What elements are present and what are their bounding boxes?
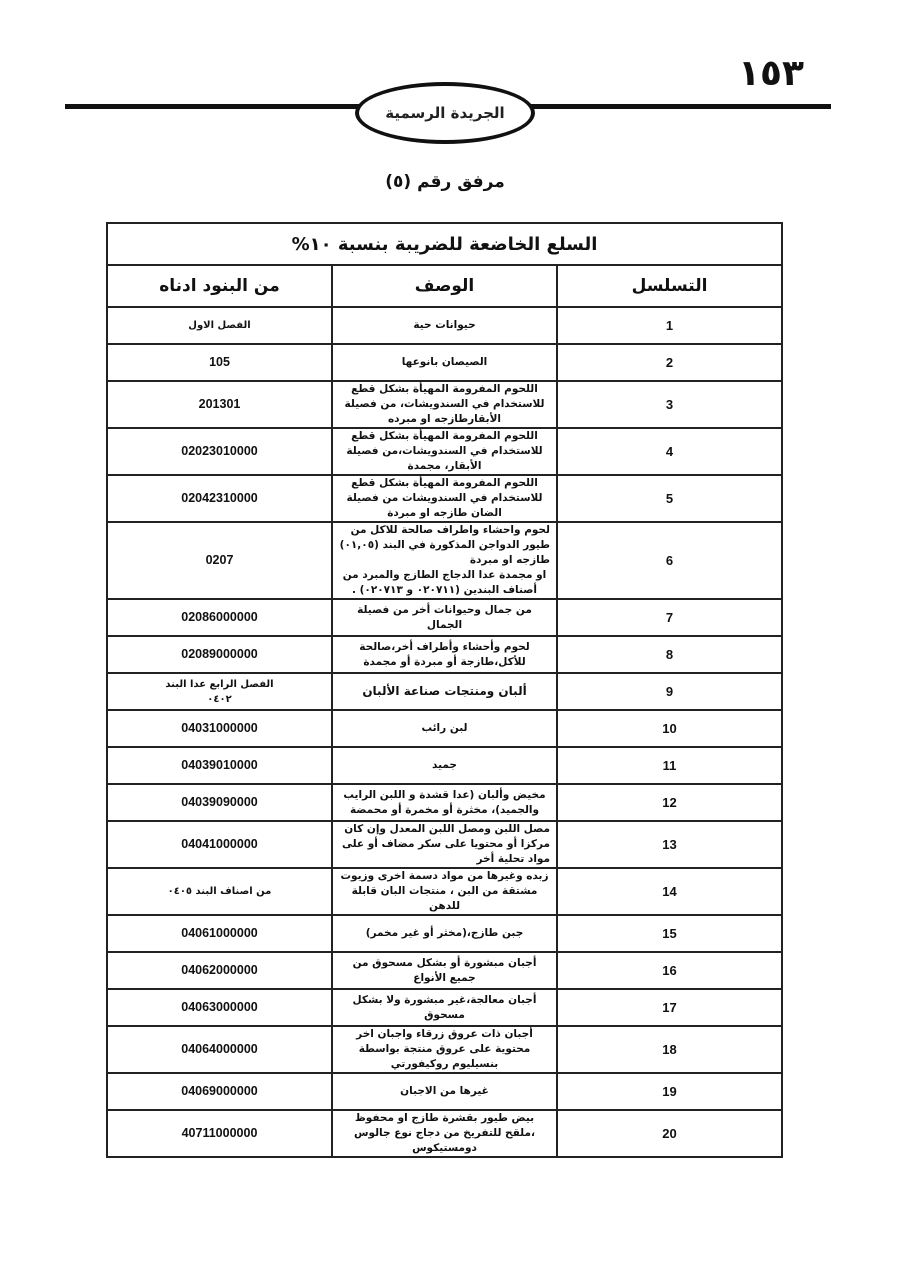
table-row bbox=[107, 989, 782, 1026]
description-cell: أجبان معالجة،غير مبشورة ولا بشكل مسحوق bbox=[332, 989, 557, 1026]
description-cell: ألبان ومنتجات صناعة الألبان bbox=[332, 673, 557, 710]
description-cell: لبن رائب bbox=[332, 710, 557, 747]
table-row bbox=[107, 747, 782, 784]
table-row bbox=[107, 868, 782, 915]
serial-cell: 5 bbox=[557, 475, 782, 522]
table-row bbox=[107, 821, 782, 868]
serial-cell: 11 bbox=[557, 747, 782, 784]
description-cell: الصيصان بانوعها bbox=[332, 344, 557, 381]
serial-cell: 10 bbox=[557, 710, 782, 747]
serial-cell: 12 bbox=[557, 784, 782, 821]
table-row bbox=[107, 1073, 782, 1110]
description-line: او مجمدة عدا الدجاج الطازج والمبرد من أصناف البندين (٠٢٠٧١١ و ٠٢٠٧١٣) . bbox=[342, 569, 547, 596]
table-row bbox=[107, 344, 782, 381]
description-cell: من جمال وحيوانات أخر من فصيلة الجمال bbox=[332, 599, 557, 636]
table-row bbox=[107, 784, 782, 821]
table-title: السلع الخاضعة للضريبة بنسبة ١٠% bbox=[107, 223, 782, 265]
code-cell: 02023010000 bbox=[107, 428, 332, 475]
serial-cell: 6 bbox=[557, 522, 782, 599]
description-cell: مصل اللبن ومصل اللبن المعدل وإن كان مركزا أو محتويا على سكر مضاف أو على مواد تحلية أخر bbox=[332, 821, 557, 868]
gazette-title: الجريدة الرسمية bbox=[385, 104, 505, 122]
serial-cell: 1 bbox=[557, 307, 782, 344]
table-row bbox=[107, 952, 782, 989]
description-cell: اللحوم المفرومة المهيأة بشكل قطع للاستخدام في السندويشات،من فصيلة الأبقار، مجمدة bbox=[332, 428, 557, 475]
table-header-row bbox=[107, 265, 782, 307]
code-cell: 04039010000 bbox=[107, 747, 332, 784]
serial-cell: 19 bbox=[557, 1073, 782, 1110]
code-cell: 04069000000 bbox=[107, 1073, 332, 1110]
code-cell: 04061000000 bbox=[107, 915, 332, 952]
description-cell: مخيض وألبان (عدا قشدة و اللبن الرايب والجميد)، مخثرة أو مخمرة أو محمضة bbox=[332, 784, 557, 821]
code-line: الفصل الرابع عدا البند bbox=[165, 678, 274, 690]
gazette-title-badge bbox=[355, 82, 535, 144]
description-cell: غيرها من الاجبان bbox=[332, 1073, 557, 1110]
column-header-description: الوصف bbox=[332, 265, 557, 307]
serial-cell: 8 bbox=[557, 636, 782, 673]
description-cell bbox=[332, 522, 557, 599]
table-row bbox=[107, 1026, 782, 1073]
table-row bbox=[107, 673, 782, 710]
description-cell: اللحوم المفرومة المهيأة بشكل قطع للاستخدام في السندويشات من فصيلة الضان طازجه او مبردة bbox=[332, 475, 557, 522]
table-row bbox=[107, 475, 782, 522]
serial-cell: 20 bbox=[557, 1110, 782, 1157]
code-cell: 04064000000 bbox=[107, 1026, 332, 1073]
description-cell: بيض طيور بقشرة طازج او محفوظ ،ملقح للتفريخ من دجاج نوع جالوس دومستيكوس bbox=[332, 1110, 557, 1157]
code-cell: 0207 bbox=[107, 522, 332, 599]
description-cell: أجبان مبشورة أو بشكل مسحوق من جميع الأنواع bbox=[332, 952, 557, 989]
description-cell: زبده وغيرها من مواد دسمة اخرى وزيوت مشتقة من البن ، منتجات البان قابلة للدهن bbox=[332, 868, 557, 915]
annex-title: مرفق رقم (٥) bbox=[385, 172, 505, 192]
description-cell: اللحوم المفرومة المهيأة بشكل قطع للاستخدام في السندويشات، من فصيلة الأبقارطازجه او مبرده bbox=[332, 381, 557, 428]
code-cell: 02089000000 bbox=[107, 636, 332, 673]
code-cell: 02042310000 bbox=[107, 475, 332, 522]
code-cell: 04031000000 bbox=[107, 710, 332, 747]
column-header-items: من البنود ادناه bbox=[107, 265, 332, 307]
code-cell: 04062000000 bbox=[107, 952, 332, 989]
serial-cell: 2 bbox=[557, 344, 782, 381]
table-row bbox=[107, 636, 782, 673]
serial-cell: 16 bbox=[557, 952, 782, 989]
code-cell: من اصناف البند ٠٤٠٥ bbox=[107, 868, 332, 915]
serial-cell: 18 bbox=[557, 1026, 782, 1073]
serial-cell: 15 bbox=[557, 915, 782, 952]
serial-cell: 14 bbox=[557, 868, 782, 915]
code-cell bbox=[107, 673, 332, 710]
description-cell: جميد bbox=[332, 747, 557, 784]
table-title-row bbox=[107, 223, 782, 265]
code-cell: 04041000000 bbox=[107, 821, 332, 868]
serial-cell: 7 bbox=[557, 599, 782, 636]
code-cell: 04063000000 bbox=[107, 989, 332, 1026]
code-cell: 04039090000 bbox=[107, 784, 332, 821]
table-row bbox=[107, 710, 782, 747]
code-cell: 201301 bbox=[107, 381, 332, 428]
taxable-goods-table bbox=[106, 222, 783, 1158]
table-row bbox=[107, 599, 782, 636]
code-cell: 105 bbox=[107, 344, 332, 381]
table-row bbox=[107, 428, 782, 475]
description-cell: حيوانات حية bbox=[332, 307, 557, 344]
column-header-serial: التسلسل bbox=[557, 265, 782, 307]
serial-cell: 4 bbox=[557, 428, 782, 475]
table-row bbox=[107, 381, 782, 428]
serial-cell: 3 bbox=[557, 381, 782, 428]
code-line: ٠٤٠٢ bbox=[207, 693, 232, 705]
code-cell: 02086000000 bbox=[107, 599, 332, 636]
serial-cell: 13 bbox=[557, 821, 782, 868]
table-row bbox=[107, 307, 782, 344]
description-cell: لحوم وأحشاء وأطراف أخر،صالحة للأكل،طازجة أو مبردة أو مجمدة bbox=[332, 636, 557, 673]
description-cell: أجبان ذات عروق زرقاء واجبان اخر محتوية على عروق منتجة بواسطة بنسيليوم روكيفورتي bbox=[332, 1026, 557, 1073]
page-number: ١٥٣ bbox=[738, 53, 804, 94]
table-row bbox=[107, 522, 782, 599]
serial-cell: 17 bbox=[557, 989, 782, 1026]
code-cell: الفصل الاول bbox=[107, 307, 332, 344]
serial-cell: 9 bbox=[557, 673, 782, 710]
table-row bbox=[107, 1110, 782, 1157]
code-cell: 40711000000 bbox=[107, 1110, 332, 1157]
table-row bbox=[107, 915, 782, 952]
description-cell: جبن طازج،(مخثر أو غير مخمر) bbox=[332, 915, 557, 952]
description-line: لحوم واحشاء واطراف صالحة للاكل من طيور الدواجن المذكورة في البند (٠١,٠٥) طازجه او مبردة bbox=[339, 524, 550, 566]
